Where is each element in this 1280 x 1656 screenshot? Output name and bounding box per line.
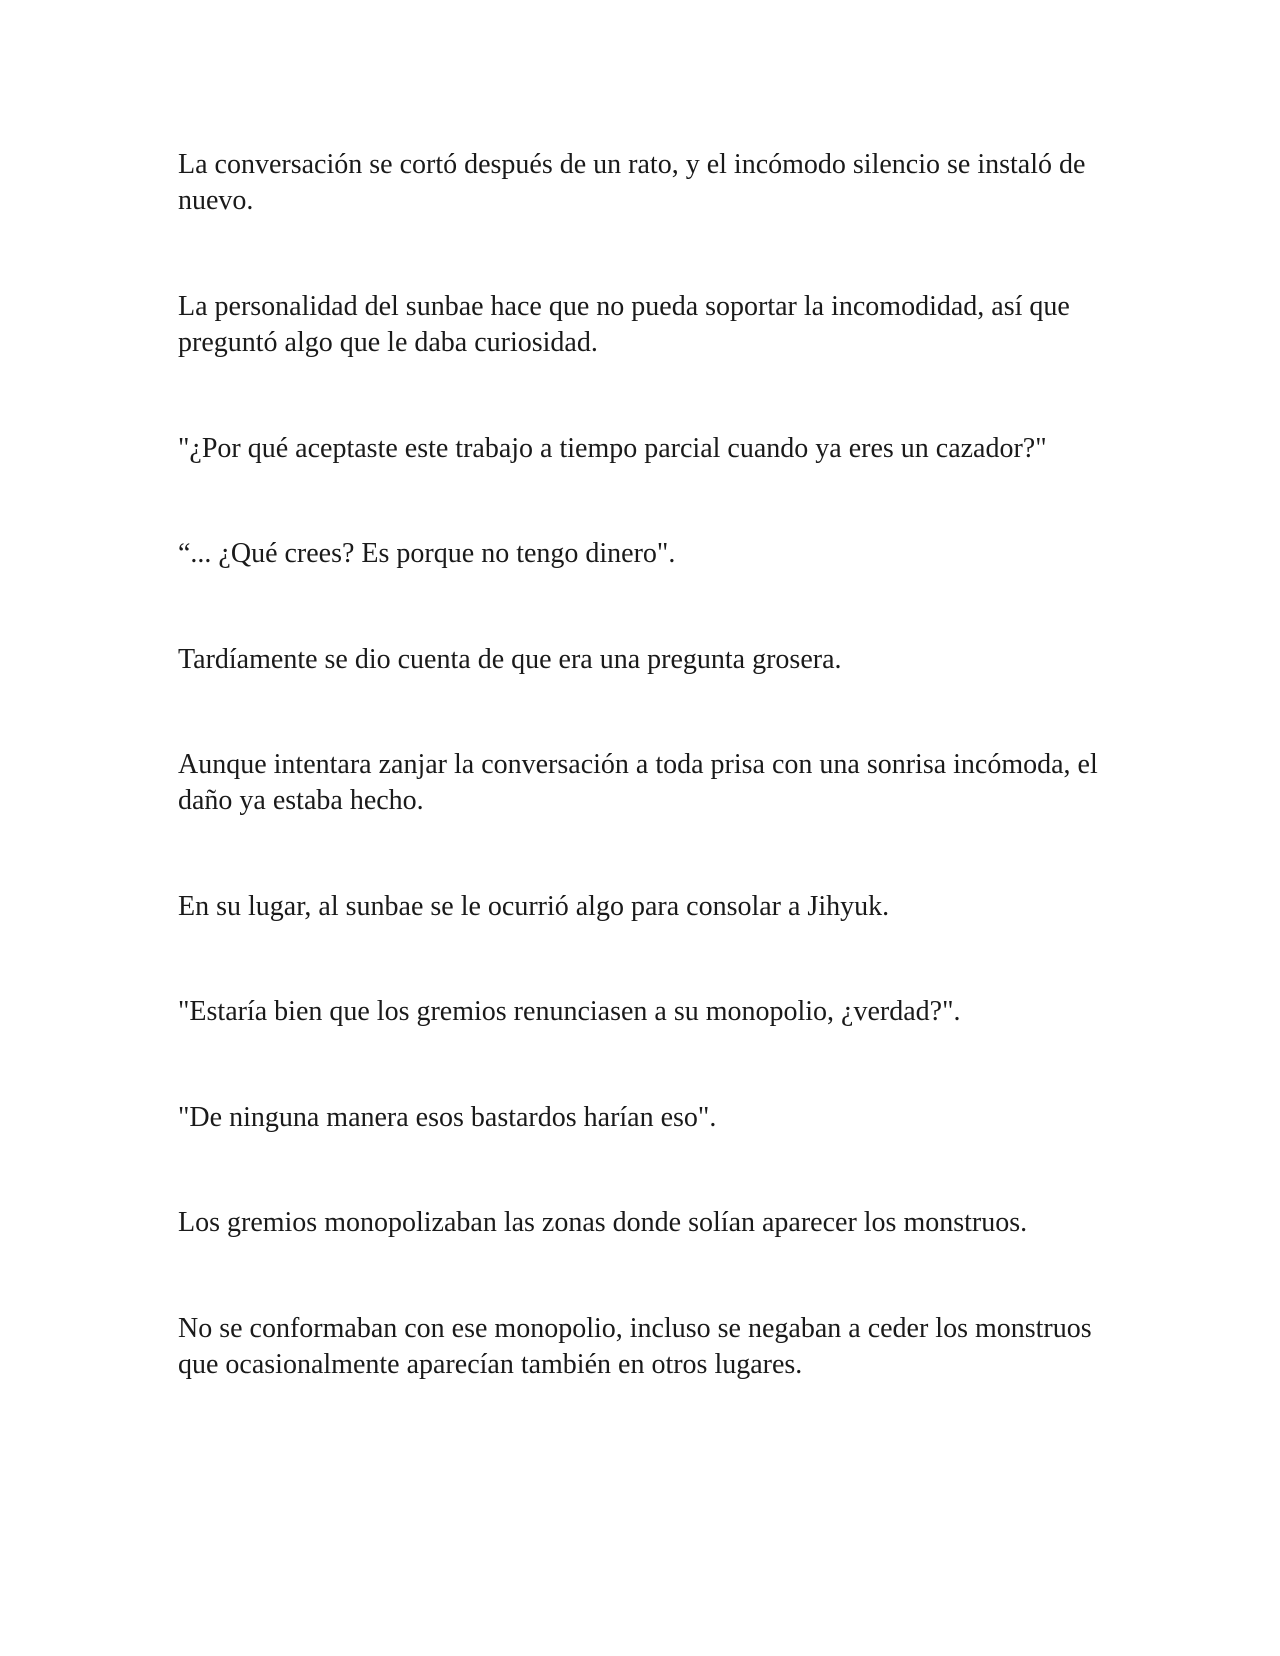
paragraph: "¿Por qué aceptaste este trabajo a tiempo parcial cuando ya eres un cazador?" <box>178 433 1047 464</box>
paragraph: La personalidad del sunbae hace que no pueda soportar la incomodidad, así que preguntó algo que le daba curiosidad. <box>178 291 1070 358</box>
paragraph: Tardíamente se dio cuenta de que era una pregunta grosera. <box>178 644 842 675</box>
paragraph: En su lugar, al sunbae se le ocurrió algo para consolar a Jihyuk. <box>178 891 890 922</box>
paragraph: "Estaría bien que los gremios renunciasen a su monopolio, ¿verdad?". <box>178 996 961 1027</box>
paragraph: No se conformaban con ese monopolio, incluso se negaban a ceder los monstruos que ocasionalmente aparecían también en otros lugares. <box>178 1313 1092 1380</box>
paragraph: La conversación se cortó después de un rato, y el incómodo silencio se instaló de nuevo. <box>178 149 1086 216</box>
paragraph: Los gremios monopolizaban las zonas donde solían aparecer los monstruos. <box>178 1207 1028 1238</box>
paragraph: "De ninguna manera esos bastardos harían eso". <box>178 1102 717 1133</box>
paragraph: Aunque intentara zanjar la conversación a toda prisa con una sonrisa incómoda, el daño ya estaba hecho. <box>178 749 1098 816</box>
paragraph: “... ¿Qué crees? Es porque no tengo dinero". <box>178 538 676 569</box>
